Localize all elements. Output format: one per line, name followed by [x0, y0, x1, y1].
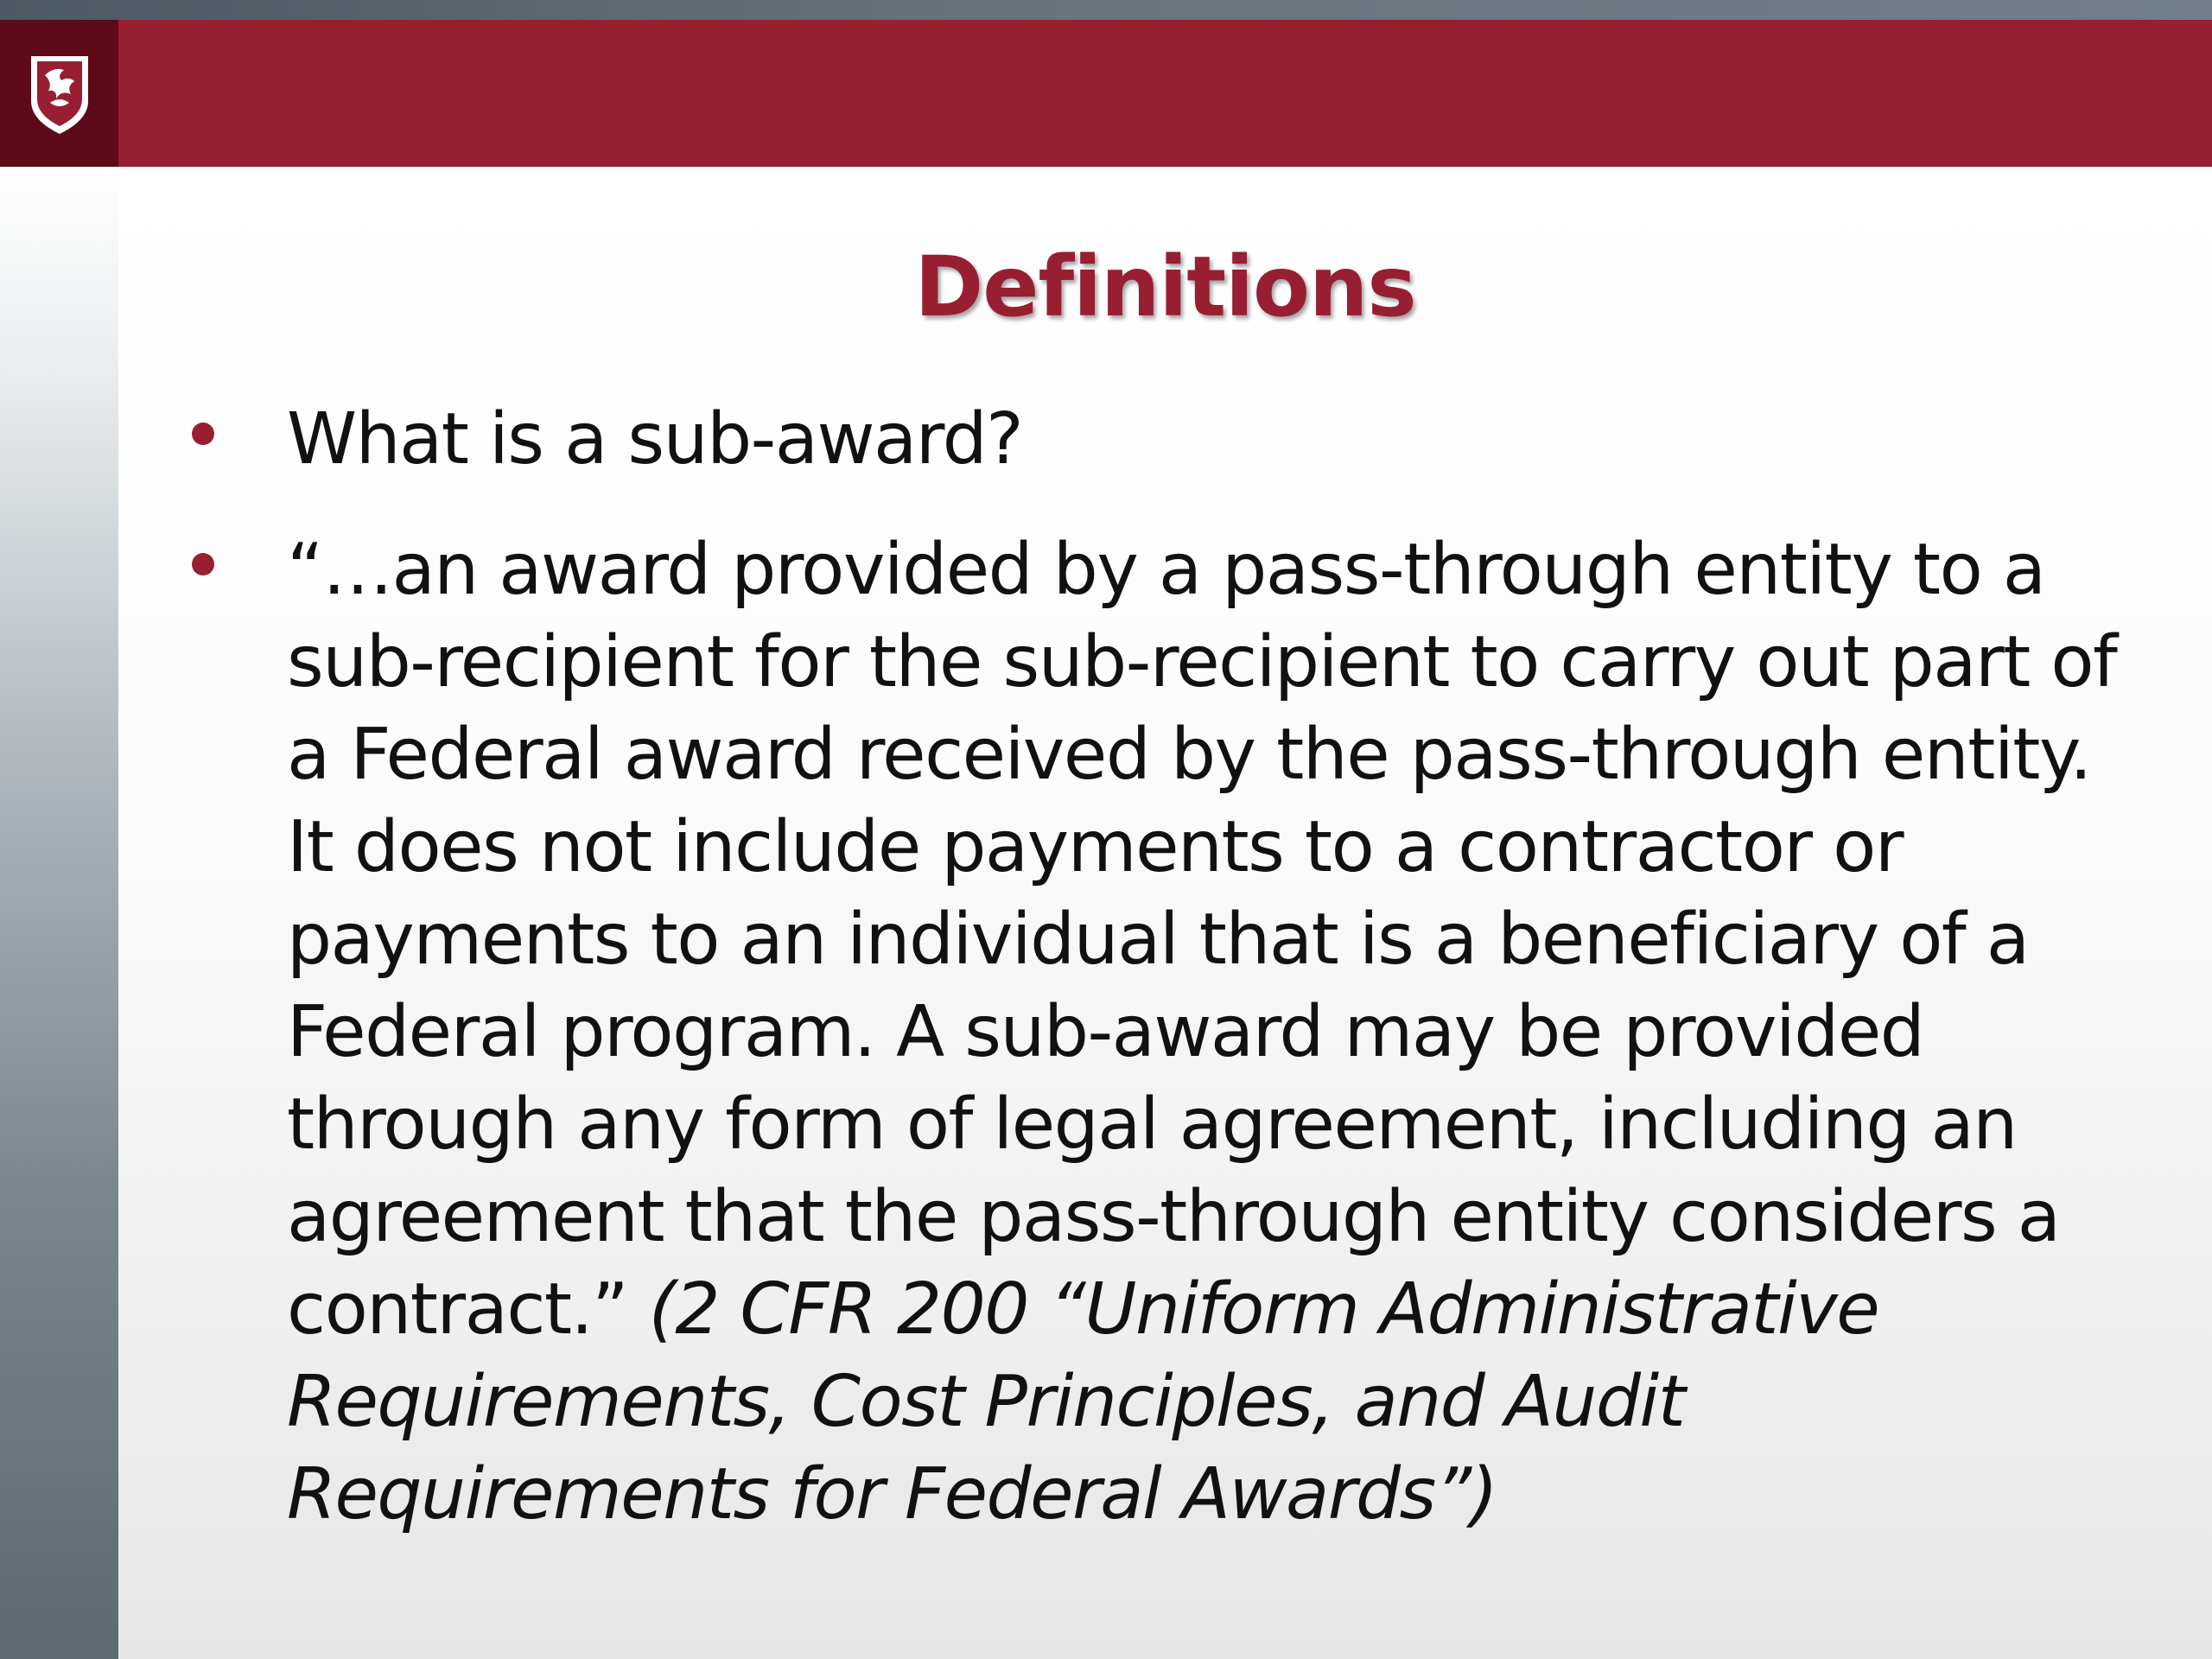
top-strip: [0, 0, 2212, 20]
bullet-item-definition: [190, 524, 2143, 1541]
left-gradient-bar: [0, 167, 118, 1659]
bullet-text: What is a sub-award?: [287, 398, 1023, 480]
slide-title: Definitions: [914, 238, 1416, 335]
bullet-dot-icon: [192, 553, 214, 575]
definition-citation: (2 CFR 200 “Uniform Administrative Requirements, Cost Principles, and Audit Requirements for Federal Awards”): [287, 1268, 1879, 1535]
bullet-dot-icon: [192, 423, 214, 445]
header-band: [0, 20, 2212, 167]
bullet-list: [190, 393, 2143, 1541]
wsu-cougar-shield-icon: [24, 49, 95, 137]
bullet-item-question: [190, 393, 2143, 486]
definition-quote: “…an award provided by a pass-through entity to a sub-recipient for the sub-recipient to carry out part of a Federal award received by the pass-through entity. It does not include payments to a contractor or payments to an individual that is a beneficiary of a Federal program. A sub-award may be provided through any form of legal agreement, including an agreement that the pass-through entity considers a contract.”: [287, 529, 2117, 1351]
logo-block: [0, 20, 118, 167]
